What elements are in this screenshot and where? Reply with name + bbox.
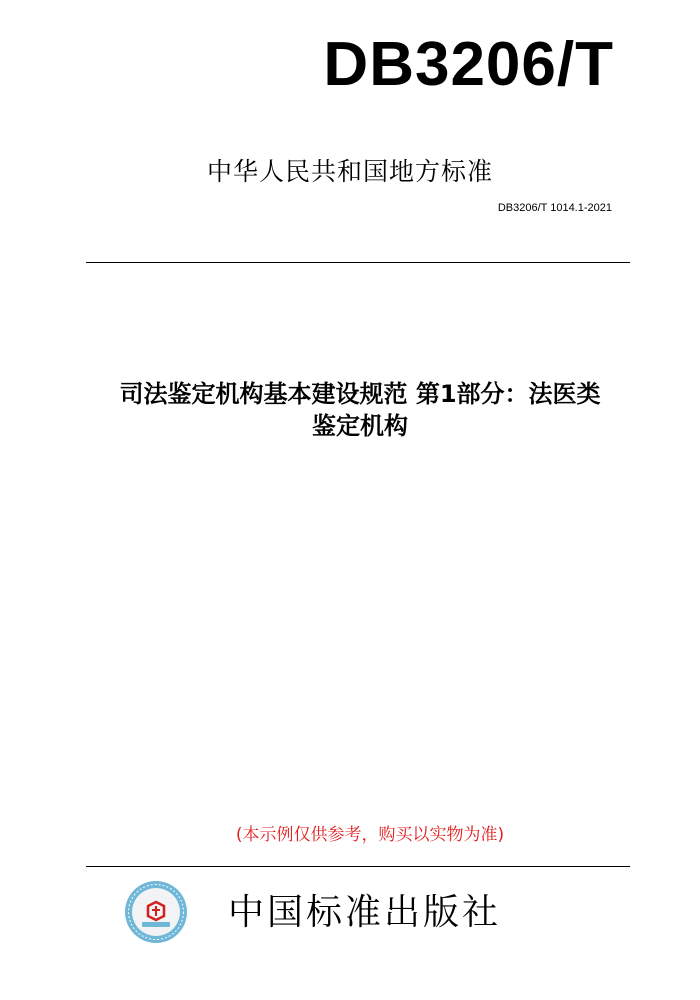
publisher-seal-icon bbox=[124, 880, 188, 944]
document-title-line-1: 司法鉴定机构基本建设规范 第1部分：法医类 bbox=[119, 380, 601, 408]
standard-code: DB3206/T bbox=[323, 30, 614, 99]
top-divider bbox=[86, 262, 630, 263]
sample-notice: (本示例仅供参考，购买以实物为准) bbox=[235, 825, 505, 845]
document-title bbox=[30, 378, 690, 442]
publisher-name: 中国标准出版社 bbox=[228, 892, 502, 933]
bottom-divider bbox=[86, 866, 630, 867]
document-title-line-2: 鉴定机构 bbox=[312, 412, 408, 440]
standard-type: 中华人民共和国地方标准 bbox=[206, 157, 493, 186]
standard-number: DB3206/T 1014.1-2021 bbox=[497, 202, 612, 214]
